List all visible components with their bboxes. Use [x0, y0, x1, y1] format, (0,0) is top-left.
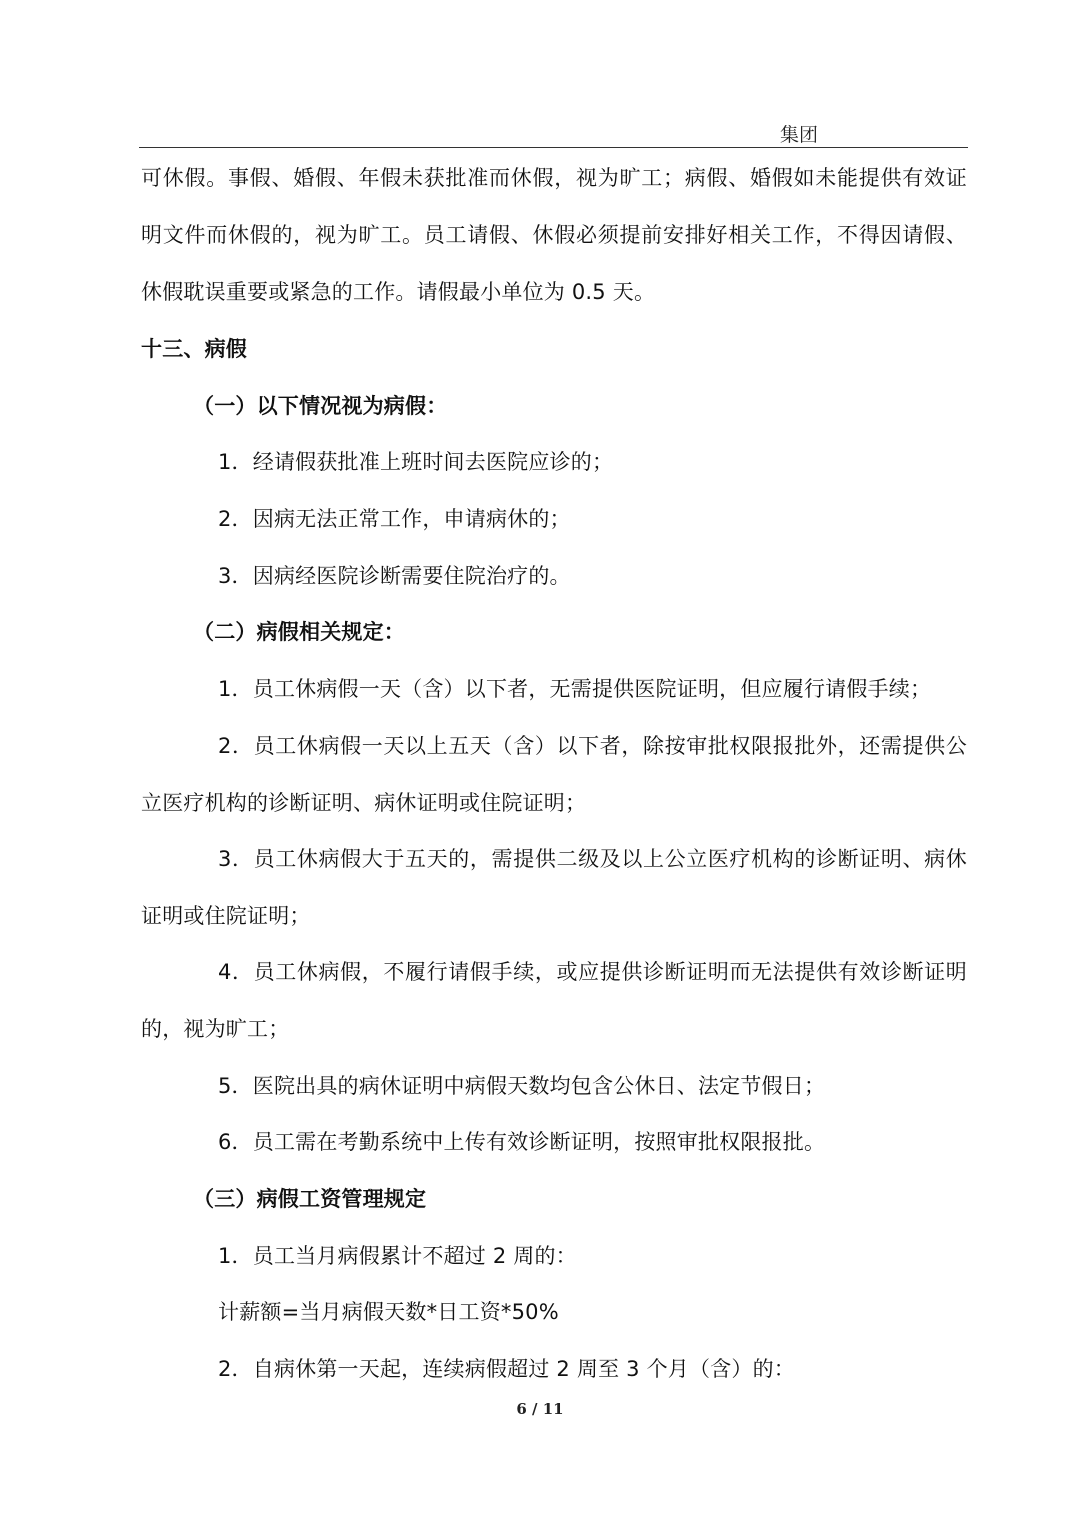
list-item: 4．员工休病假，不履行请假手续，或应提供诊断证明而无法提供有效诊断证明 — [218, 960, 967, 984]
list-item: 3．员工休病假大于五天的，需提供二级及以上公立医疗机构的诊断证明、病休 — [218, 847, 967, 871]
page-number: 6 / 11 — [516, 1400, 564, 1418]
list-item: 3．因病经医院诊断需要住院治疗的。 — [218, 564, 571, 588]
page-header-label: 集团 — [779, 124, 818, 146]
list-item: 6．员工需在考勤系统中上传有效诊断证明，按照审批权限报批。 — [218, 1130, 826, 1154]
paragraph-line: 明文件而休假的，视为旷工。员工请假、休假必须提前安排好相关工作，不得因请假、 — [141, 223, 967, 247]
formula-line: 计薪额=当月病假天数*日工资*50% — [218, 1300, 559, 1324]
list-item: 1．员工休病假一天（含）以下者，无需提供医院证明，但应履行请假手续； — [218, 677, 932, 701]
subsection-heading: （一）以下情况视为病假： — [193, 394, 448, 418]
paragraph-line: 可休假。事假、婚假、年假未获批准而休假，视为旷工；病假、婚假如未能提供有效证 — [141, 166, 967, 190]
list-item: 5．医院出具的病休证明中病假天数均包含公休日、法定节假日； — [218, 1074, 826, 1098]
list-item-continuation: 立医疗机构的诊断证明、病休证明或住院证明； — [141, 791, 587, 815]
list-item: 1．经请假获批准上班时间去医院应诊的； — [218, 450, 614, 474]
subsection-heading: （二）病假相关规定： — [193, 620, 405, 644]
paragraph-line: 休假耽误重要或紧急的工作。请假最小单位为 0.5 天。 — [141, 280, 656, 304]
section-heading: 十三、病假 — [141, 337, 247, 361]
list-item: 2．员工休病假一天以上五天（含）以下者，除按审批权限报批外，还需提供公 — [218, 734, 967, 758]
list-item-continuation: 的，视为旷工； — [141, 1017, 290, 1041]
list-item-continuation: 证明或住院证明； — [141, 904, 311, 928]
list-item: 2．因病无法正常工作，申请病休的； — [218, 507, 571, 531]
page-header-rule — [139, 147, 968, 148]
subsection-heading: （三）病假工资管理规定 — [193, 1187, 427, 1211]
list-item: 2．自病休第一天起，连续病假超过 2 周至 3 个月（含）的： — [218, 1357, 795, 1381]
list-item: 1．员工当月病假累计不超过 2 周的： — [218, 1244, 577, 1268]
